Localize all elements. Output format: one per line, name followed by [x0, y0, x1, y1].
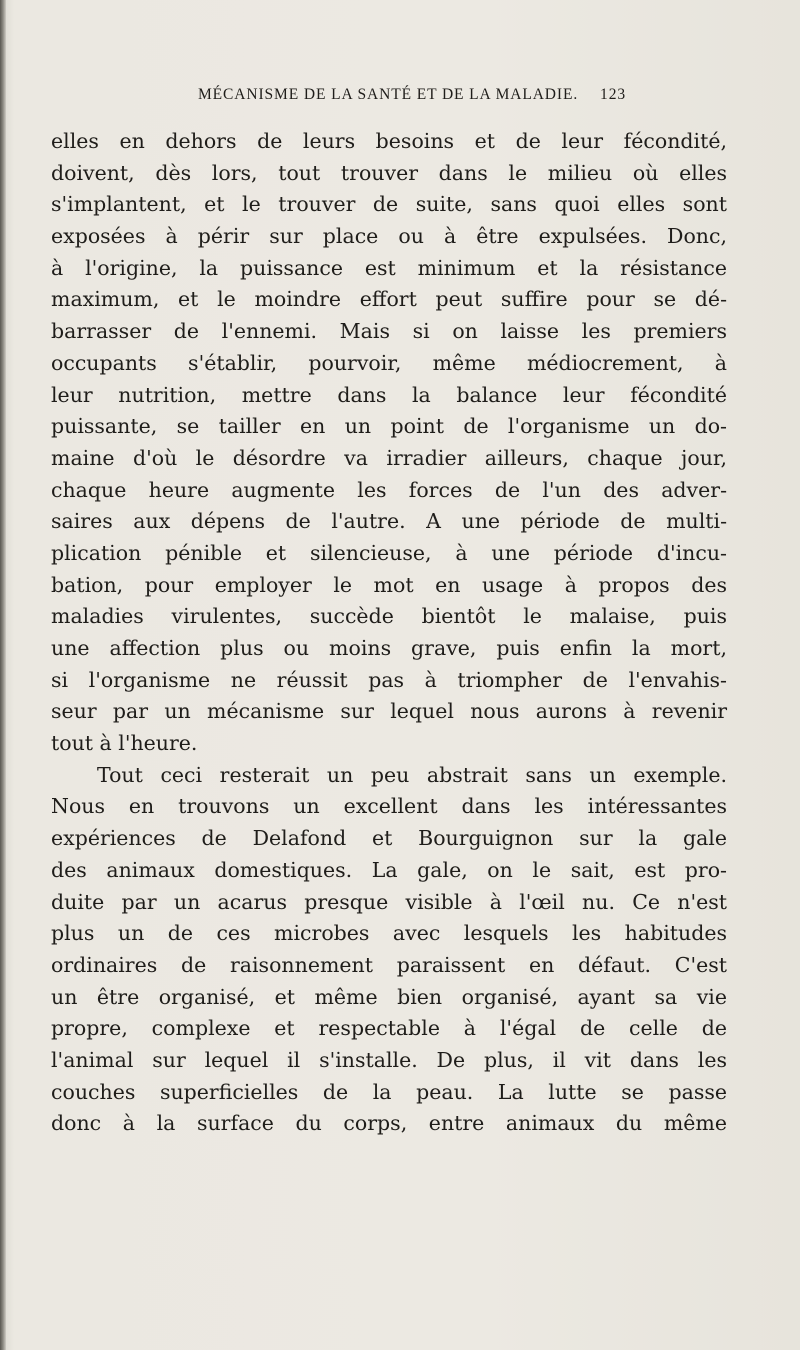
text-line: saires aux dépens de l'autre. A une période de multi-	[51, 509, 727, 534]
text-line: à l'origine, la puissance est minimum et la résistance	[51, 255, 727, 280]
text-line: expériences de Delafond et Bourguignon sur la gale	[51, 826, 727, 851]
text-line: doivent, dès lors, tout trouver dans le milieu où elles	[51, 160, 727, 185]
text-line: seur par un mécanisme sur lequel nous aurons à revenir	[51, 699, 727, 724]
text-line: maximum, et le moindre effort peut suffire pour se dé-	[51, 287, 727, 312]
text-line: Tout ceci resterait un peu abstrait sans un exemple.	[97, 762, 727, 787]
text-line: Nous en trouvons un excellent dans les intéressantes	[51, 794, 727, 819]
binding-edge	[0, 0, 6, 1350]
text-line: duite par un acarus presque visible à l'œil nu. Ce n'est	[51, 889, 727, 914]
text-line: tout à l'heure.	[51, 731, 198, 756]
text-line: occupants s'établir, pourvoir, même médiocrement, à	[51, 350, 727, 375]
text-line: puissante, se tailler en un point de l'organisme un do-	[51, 414, 727, 439]
running-head-title: MÉCANISME DE LA SANTÉ ET DE LA MALADIE.	[198, 86, 579, 103]
paragraph-2	[51, 760, 727, 1140]
text-line: un être organisé, et même bien organisé, ayant sa vie	[51, 984, 727, 1009]
text-line: donc à la surface du corps, entre animaux du même	[51, 1111, 727, 1136]
paragraph-1	[51, 126, 727, 760]
text-line: leur nutrition, mettre dans la balance leur fécondité	[51, 382, 727, 407]
text-line: couches superficielles de la peau. La lutte se passe	[51, 1079, 727, 1104]
text-line: ordinaires de raisonnement paraissent en défaut. C'est	[51, 952, 727, 977]
text-line: elles en dehors de leurs besoins et de leur fécondité,	[51, 129, 727, 153]
text-line: bation, pour employer le mot en usage à propos des	[51, 572, 727, 597]
text-line: plication pénible et silencieuse, à une période d'incu-	[51, 540, 727, 565]
running-head	[198, 86, 626, 110]
text-line: une affection plus ou moins grave, puis enfin la mort,	[51, 636, 727, 660]
text-line: exposées à périr sur place ou à être expulsées. Donc,	[51, 224, 727, 249]
text-line: maine d'où le désordre va irradier ailleurs, chaque jour,	[51, 445, 727, 470]
text-line: l'animal sur lequel il s'installe. De plus, il vit dans les	[51, 1047, 727, 1072]
text-line: plus un de ces microbes avec lesquels les habitudes	[51, 921, 727, 946]
text-line: si l'organisme ne réussit pas à triompher de l'envahis-	[51, 667, 727, 692]
body-text	[51, 126, 727, 1140]
text-line: barrasser de l'ennemi. Mais si on laisse les premiers	[51, 319, 727, 344]
text-line: des animaux domestiques. La gale, on le sait, est pro-	[51, 857, 727, 882]
text-line: chaque heure augmente les forces de l'un des adver-	[51, 477, 727, 502]
page-number: 123	[600, 86, 626, 103]
text-line: maladies virulentes, succède bientôt le malaise, puis	[51, 604, 727, 629]
text-line: propre, complexe et respectable à l'égal de celle de	[51, 1016, 727, 1041]
text-line: s'implantent, et le trouver de suite, sans quoi elles sont	[51, 192, 727, 217]
